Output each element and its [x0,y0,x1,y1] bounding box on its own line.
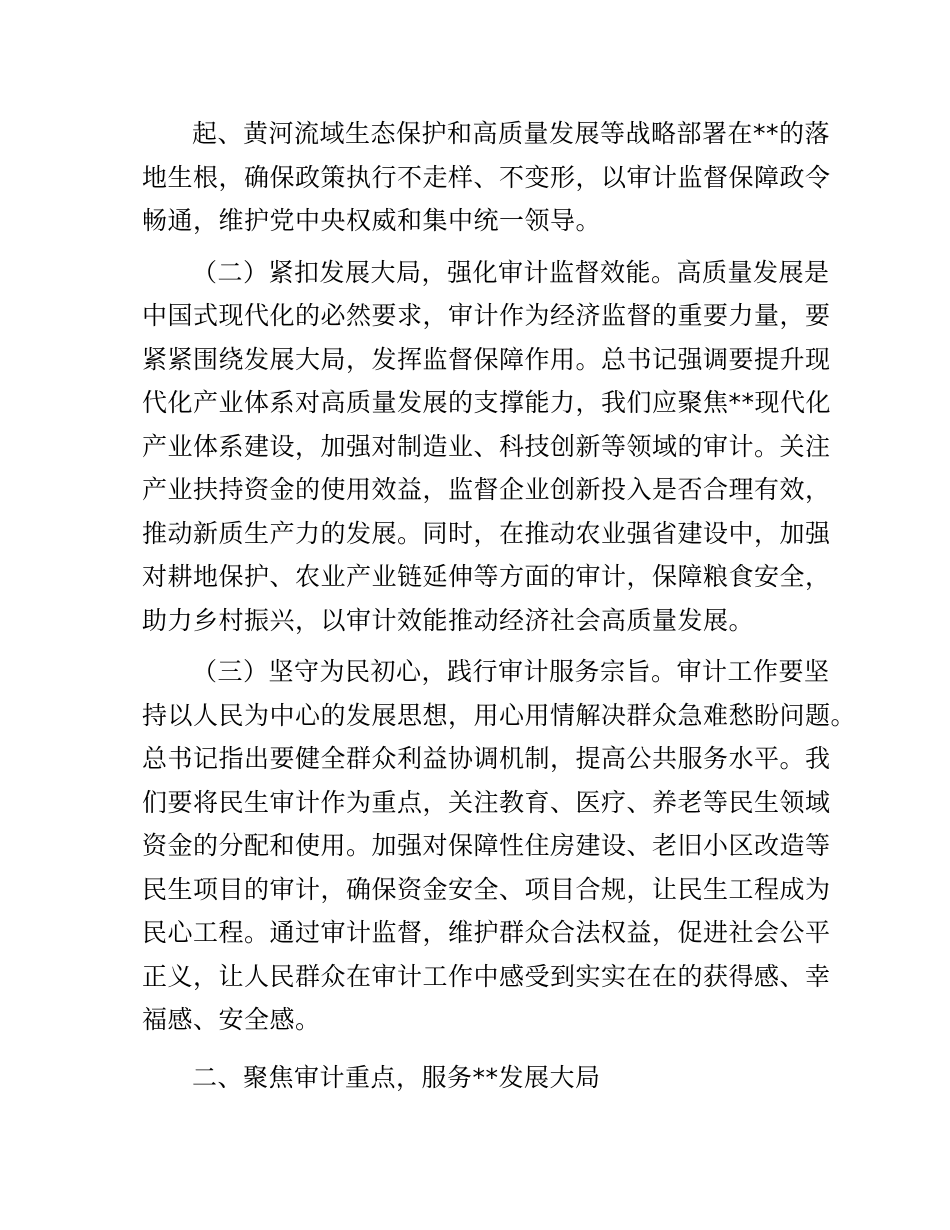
document-page [142,112,857,1099]
text-line: 正义，让人民群众在审计工作中感受到实实在在的获得感、幸 [142,961,831,991]
text-line: （三）坚守为民初心，践行审计服务宗旨。审计工作要坚 [192,657,830,686]
text-line: 产业体系建设，加强对制造业、科技创新等领域的审计。关注 [142,431,831,461]
text-line: 们要将民生审计作为重点，关注教育、医疗、养老等民生领域 [142,787,831,817]
paragraph-section-2 [142,251,832,643]
text-line: 对耕地保护、农业产业链延伸等方面的审计，保障粮食安全， [142,562,831,591]
text-line: 总书记指出要健全群众利益协调机制，提高公共服务水平。我 [142,744,831,773]
text-line: 畅通，维护党中央权威和集中统一领导。 [142,206,602,235]
text-line: 紧紧围绕发展大局，发挥监督保障作用。总书记强调要提升现 [142,344,831,374]
paragraph-continuation [142,112,831,243]
text-line: 民心工程。通过审计监督，维护群众合法权益，促进社会公平 [142,918,831,947]
text-line: 民生项目的审计，确保资金安全、项目合规，让民生工程成为 [142,874,831,904]
text-line: 产业扶持资金的使用效益，监督企业创新投入是否合理有效， [142,475,831,504]
text-line: 起、黄河流域生态保护和高质量发展等战略部署在**的落 [192,119,831,148]
paragraph-section-3 [142,650,857,1042]
text-line: 代化产业体系对高质量发展的支撑能力，我们应聚焦**现代化 [142,388,832,417]
text-line: 资金的分配和使用。加强对保障性住房建设、老旧小区改造等 [142,831,831,860]
text-line: 福感、安全感。 [142,1005,321,1034]
text-line: 推动新质生产力的发展。同时，在推动农业强省建设中，加强 [142,518,831,548]
text-line: 持以人民为中心的发展思想，用心用情解决群众急难愁盼问题。 [142,700,857,730]
text-line: 地生根，确保政策执行不走样、不变形，以审计监督保障政令 [142,162,831,192]
text-line: 中国式现代化的必然要求，审计作为经济监督的重要力量，要 [142,301,831,330]
text-line: （二）紧扣发展大局，强化审计监督效能。高质量发展是 [192,257,830,287]
text-line: 助力乡村振兴，以审计效能推动经济社会高质量发展。 [142,605,755,635]
section-heading: 二、聚焦审计重点，服务**发展大局 [192,1062,601,1092]
